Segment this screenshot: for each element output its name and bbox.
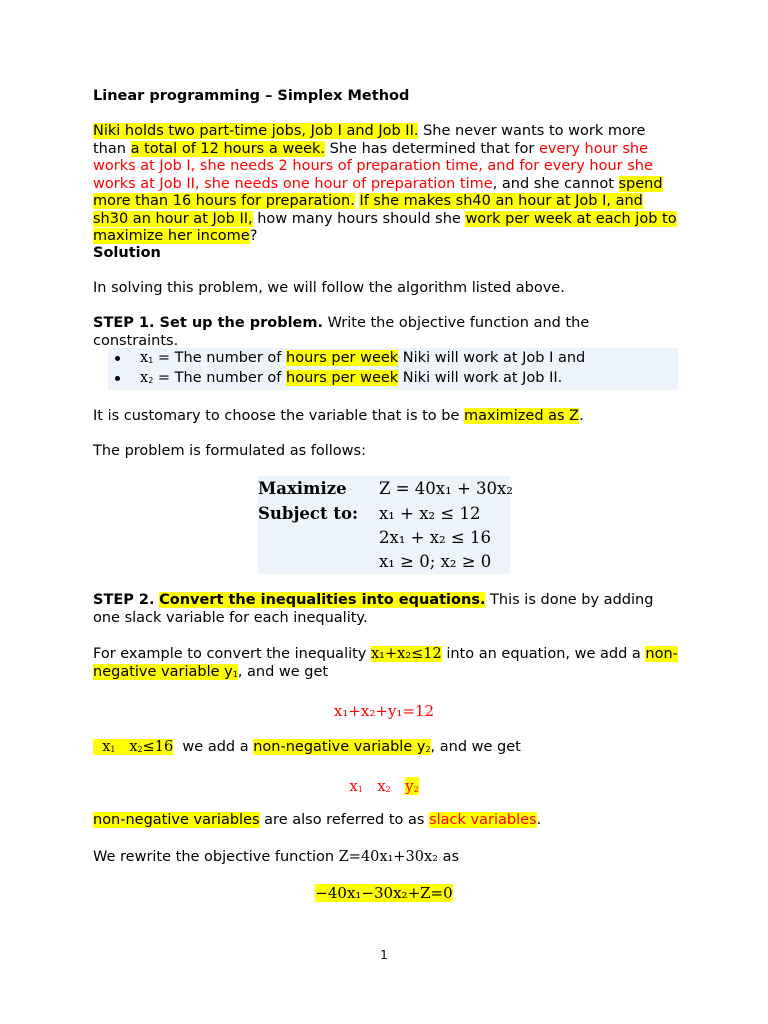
lp-formulation-box [258, 476, 513, 574]
bullet-icon [115, 356, 120, 361]
constraint-1: x₁ + x₂ ≤ 12 [379, 504, 481, 523]
red-prep-text-2: she needs one hour of preparation time [204, 175, 493, 192]
variable-bullet-list [108, 348, 678, 390]
highlight-16-hours: spend more than 16 hours for preparation. [93, 175, 663, 209]
highlight-slack-variables: slack variables [429, 812, 537, 828]
second-constraint-paragraph: $x_1$ $x_2\le 16$ we add a non-negative variable $y_2$, and we get [93, 739, 678, 757]
highlight-maximize-income: work per week at each job to maximize her income [93, 210, 677, 244]
highlight-nonneg-y2: non-negative variable $y_2$ [253, 739, 431, 755]
intro-paragraph: In solving this problem, we will follow the algorithm listed above. [93, 280, 565, 296]
highlight-convert: Convert the inequalities into equations. [159, 592, 486, 608]
subject-to-label: Subject to: [258, 504, 359, 523]
list-item: $x_2$ = The number of hours per week Niki will work at Job II. [108, 368, 678, 388]
slack-paragraph: non-negative variables are also referred to as slack variables. [93, 812, 542, 828]
bullet-icon [115, 376, 120, 381]
equation-1: x₁+x₂+y₁=12 [333, 702, 435, 720]
highlight-nonneg-y1: non-negative variable $y_1$ [93, 646, 678, 680]
highlight-nonneg-variables: non-negative variables [93, 812, 260, 828]
page-number: 1 [380, 948, 388, 962]
document-heading: Linear programming – Simplex Method [93, 88, 410, 104]
highlight-maximized-z: maximized as Z [464, 408, 580, 424]
equation-3: −40x₁−30x₂+Z=0 [315, 884, 453, 902]
rewrite-paragraph: We rewrite the objective function Z=40x₁+30x₂ as [93, 849, 460, 865]
maximize-label: Maximize [258, 479, 347, 498]
highlight-x1-x2: $x_1$ $x_2\le 16$ [93, 739, 173, 755]
constraint-2: 2x₁ + x₂ ≤ 16 [379, 528, 491, 547]
step2-paragraph: STEP 2. Convert the inequalities into equations. This is done by adding one slack variable for each inequality. [93, 592, 654, 626]
step1-label: STEP 1. Set up the problem. [93, 315, 323, 331]
highlight-jobs: Niki holds two part-time jobs, Job I and Job II. [93, 123, 419, 139]
problem-paragraph: Niki holds two part-time jobs, Job I and Job II. She never wants to work more than a total of 12 hours a week. She has determined that for every hour she works at Job I, she needs 2 hours of preparation time, and for every hour she works at Job II, she needs one hour of preparation time, and she cannot spend more than 16 hours for preparation. If she makes sh40 an hour at Job I, and sh30 an hour at Job II, how many hours should she work per week at each job to maximize her income? [93, 123, 677, 244]
constraint-3: x₁ ≥ 0; x₂ ≥ 0 [379, 552, 492, 571]
list-item: $x_1$ = The number of hours per week Niki will work at Job I and [108, 348, 678, 368]
customary-paragraph: It is customary to choose the variable that is to be maximized as Z. [93, 408, 584, 424]
objective-function: Z = 40x₁ + 30x₂ [379, 479, 513, 498]
example-paragraph: For example to convert the inequality x₁+x₂≤12 into an equation, we add a non-negative variable $y_1$, and we get [93, 646, 678, 680]
red-prep-text: every hour she works at Job I, she needs 2 hours of preparation time, and for every hour she works at Job II, [93, 140, 653, 192]
step1-paragraph: STEP 1. Set up the problem. Write the objective function and the constraints. [93, 315, 590, 349]
equation-2: $x_1$ $x_2$ $y_2$ [349, 777, 419, 795]
solution-heading: Solution [93, 245, 161, 261]
highlight-pay: If she makes sh40 an hour at Job I, and sh30 an hour at Job II, [93, 193, 643, 227]
highlight-12-hours: a total of 12 hours a week. [130, 140, 326, 157]
formulated-paragraph: The problem is formulated as follows: [93, 443, 366, 459]
highlight-inequality: x₁+x₂≤12 [371, 646, 442, 662]
step2-label: STEP 2. [93, 592, 155, 608]
